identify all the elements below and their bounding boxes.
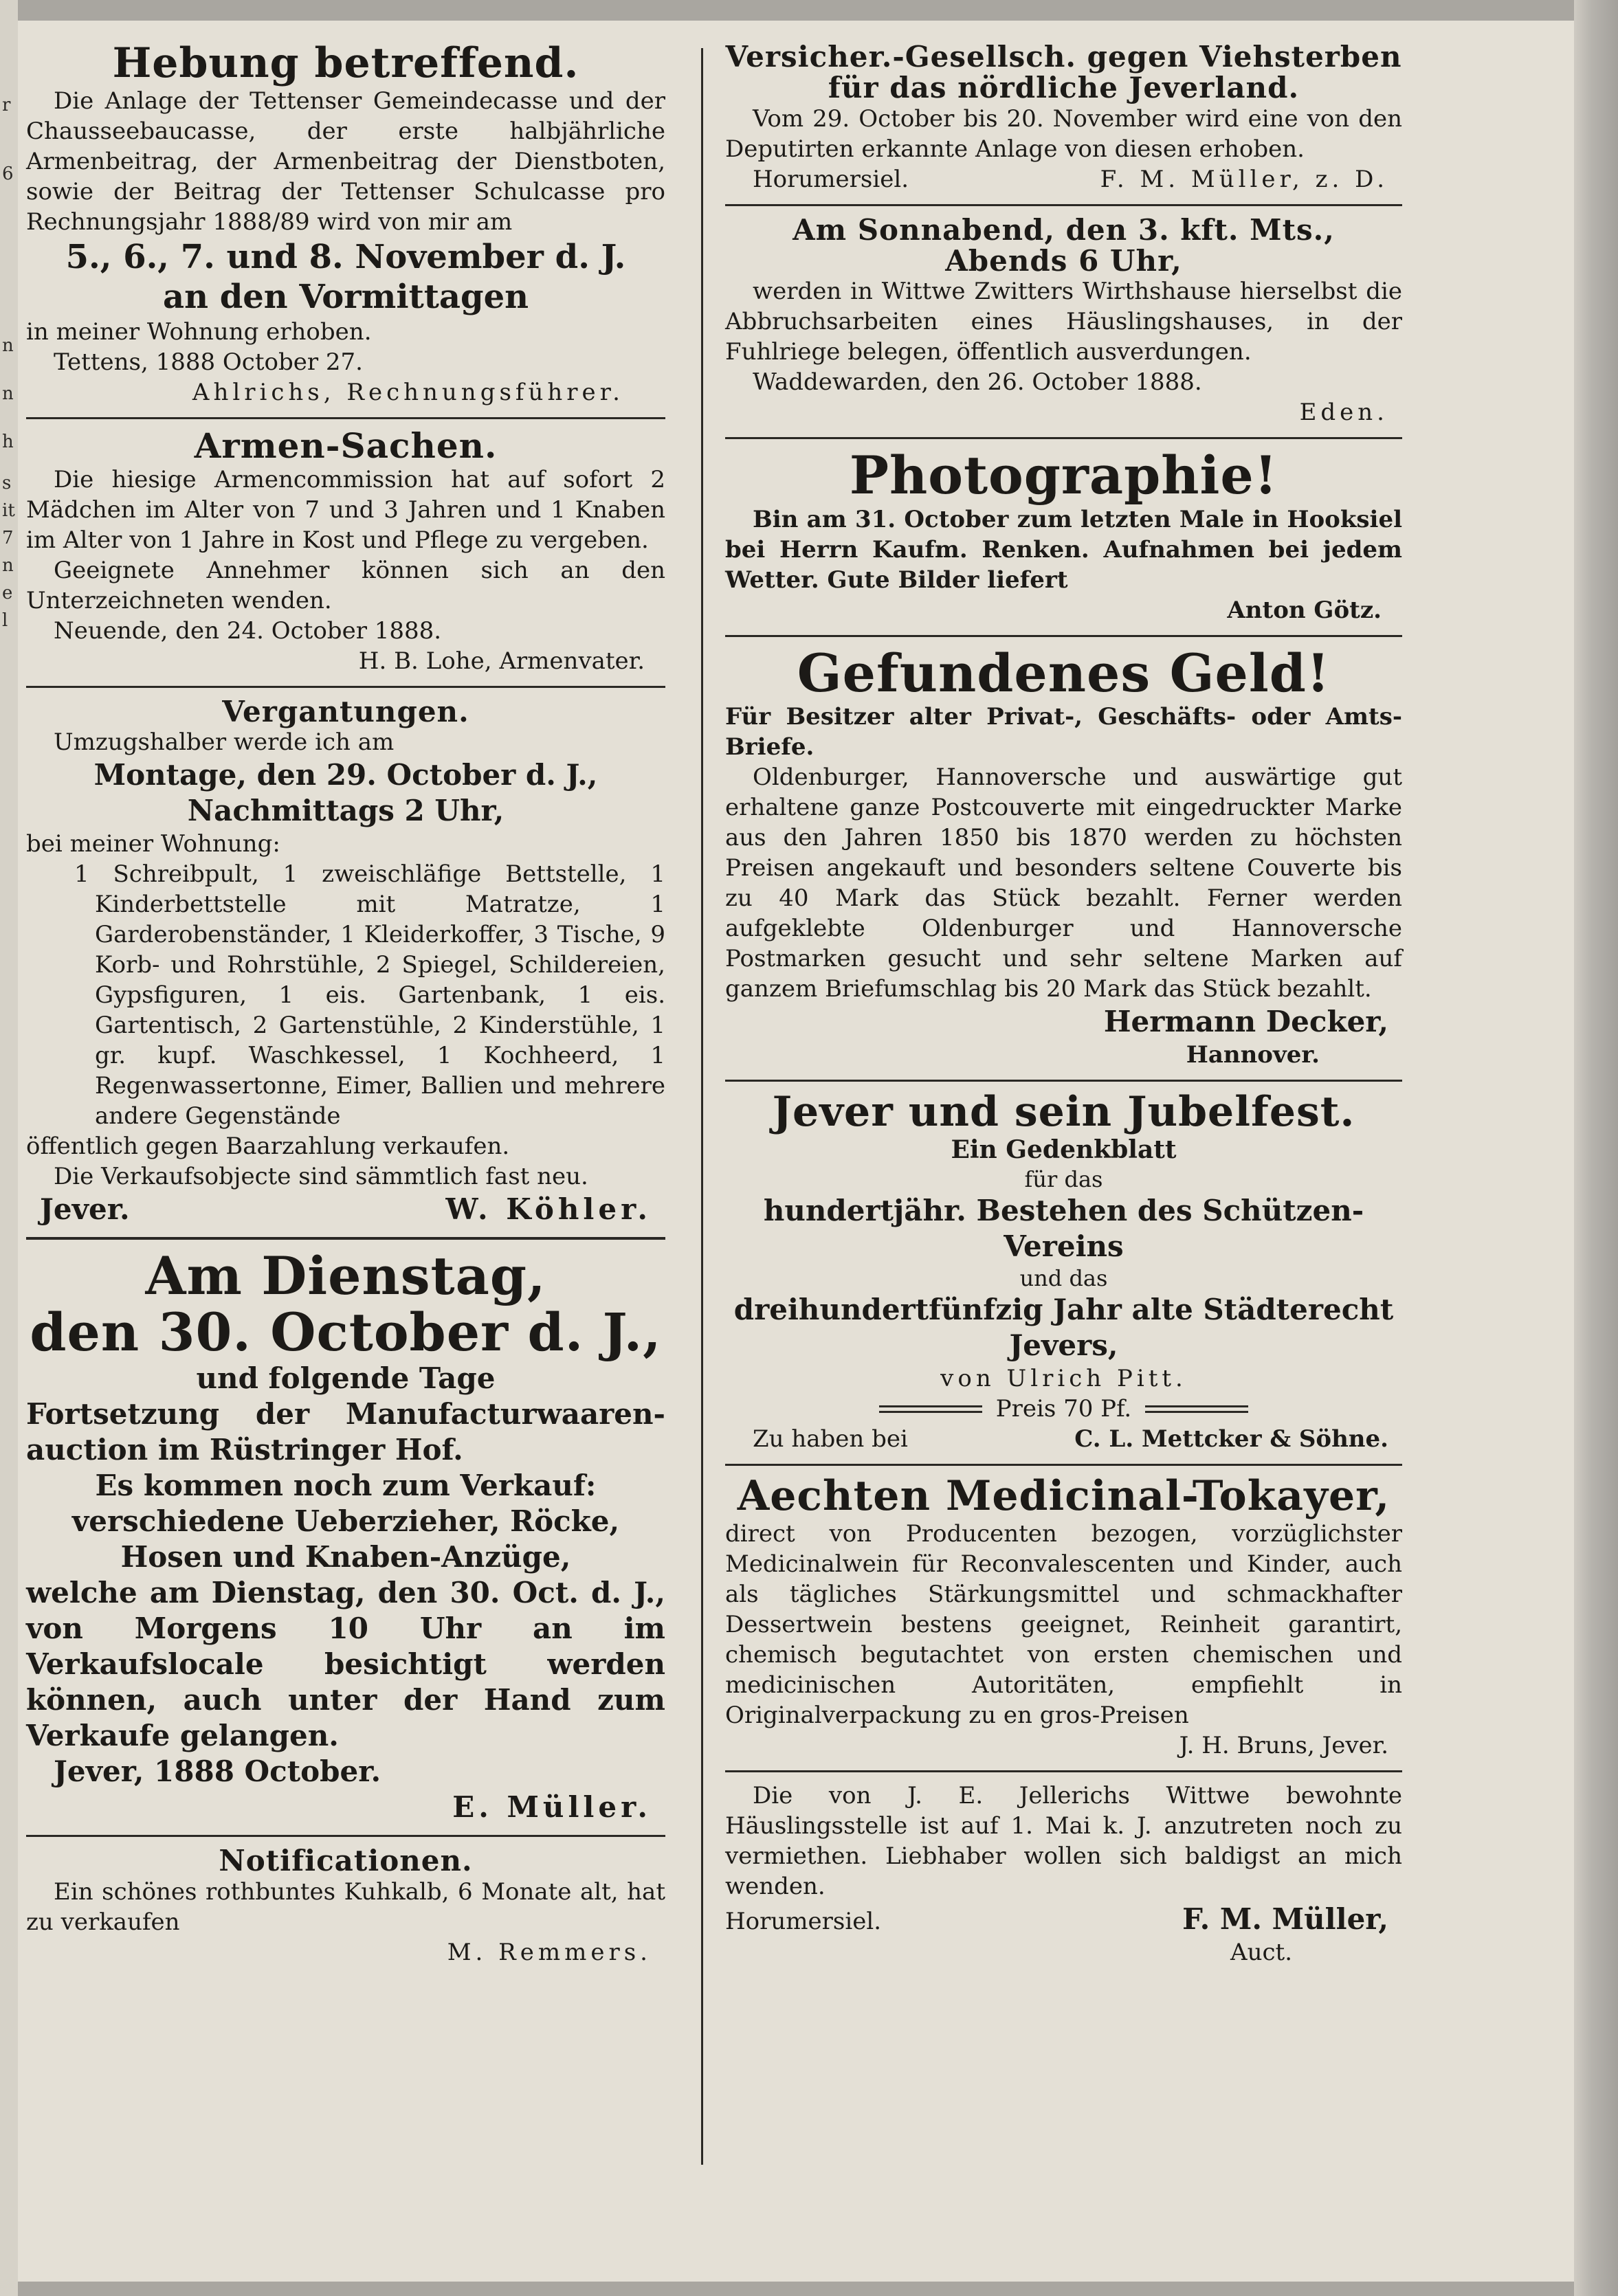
margin-letter: it [2, 500, 15, 521]
ad-title-auct: Auct. [1230, 1939, 1292, 1967]
ad-dienstag [26, 1245, 665, 1829]
ad-body: Die hiesige Armencommission hat auf sofort 2 Mädchen im Alter von 7 und 3 Jahren und 1 Knaben im Alter von 1 Jahre in Kost und Pflege zu vergeben. [26, 465, 665, 554]
ad-signature-row [725, 1902, 1402, 1937]
column-rule [701, 48, 703, 2165]
ad-signature: H. B. Lohe, Armenvater. [358, 647, 645, 675]
ad-title: Aechten Medicinal-Tokayer, [737, 1472, 1390, 1521]
ad-city: Hannover. [1186, 1040, 1320, 1069]
ad-title: Photographie! [849, 445, 1278, 506]
ad-place: bei meiner Wohnung: [26, 830, 280, 858]
ad-signature: F. M. Müller, [1182, 1902, 1388, 1937]
ad-title: Hebung betreffend. [112, 39, 579, 87]
margin-letter: h [2, 432, 14, 452]
separator [725, 204, 1402, 206]
decorative-rule [879, 1405, 982, 1413]
margin-letter: r [2, 95, 11, 115]
ad-geld [725, 642, 1402, 1074]
ad-subtitle: und folgende Tage [196, 1361, 496, 1396]
ad-signature: F. M. Müller, z. D. [1100, 165, 1388, 193]
ad-body: Ein schönes rothbuntes Kuhkalb, 6 Monate alt, hat zu verkaufen [26, 1877, 665, 1936]
ad-dateline: Waddewarden, den 26. October 1888. [753, 368, 1202, 397]
ad-signature: Ahlrichs, Rechnungsführer. [192, 378, 624, 406]
ad-body: Die von J. E. Jellerichs Wittwe bewohnte Häuslingsstelle ist auf 1. Mai k. J. anzutreten noch zu vermiethen. Liebhaber wollen sich baldigst an mich wenden. [725, 1782, 1402, 1901]
ad-body: Die Anlage der Tettenser Gemeindecasse und der Chausseebaucasse, der erste halbjährliche Armenbeitrag, der Armenbeitrag der Dienstboten, sowie der Beitrag der Tettenser Schulcasse pro Rechnungsjahr 1888/89 wird von mir am [26, 87, 665, 236]
margin-letter: e [2, 583, 13, 603]
ad-line-4: Jevers, [1009, 1328, 1118, 1363]
ad-sub-1: Ein Gedenkblatt [951, 1135, 1177, 1165]
margin-letter: 6 [2, 164, 14, 184]
ad-signature: M. Remmers. [447, 1938, 652, 1966]
ad-signature: J. H. Bruns, Jever. [1179, 1732, 1388, 1760]
ad-note: Die Verkaufsobjecte sind sämmtlich fast neu. [54, 1163, 588, 1191]
separator [26, 686, 665, 688]
separator [725, 1080, 1402, 1082]
ad-sub-2: für das [1024, 1166, 1103, 1193]
separator [725, 1464, 1402, 1466]
ad-title-1: Am Dienstag, [145, 1245, 546, 1307]
separator [26, 1237, 665, 1240]
ad-haeuslingsstelle [725, 1781, 1402, 1972]
left-column [26, 41, 665, 2268]
ad-title: Jever und sein Jubelfest. [772, 1087, 1355, 1136]
margin-letter: l [2, 610, 8, 631]
ad-body: direct von Producenten bezogen, vorzüglichster Medicinalwein für Reconvalescenten und Kinder, auch als tägliches Stärkungsmittel und schmackhafter Dessertwein bestens geeignet, Reinheit garantirt, chemisch begutachtet von ersten chemischen und medicinischen Autoritäten, empfiehlt in Originalverpackung zu en gros-Preisen [725, 1520, 1402, 1730]
ad-time: Nachmittags 2 Uhr, [187, 794, 505, 828]
ad-body: werden in Wittwe Zwitters Wirthshause hierselbst die Abbruchsarbeiten eines Häuslingshauses, in der Fuhlriege belegen, öffentlich ausverdungen. [725, 278, 1402, 366]
ad-sonnabend [725, 214, 1402, 432]
ad-notifications [26, 1845, 665, 1971]
margin-letter: n [2, 555, 14, 576]
ad-date: Montage, den 29. October d. J., [93, 758, 598, 792]
ad-dates: 5., 6., 7. und 8. November d. J. [65, 237, 626, 276]
ad-intro: Umzugshalber werde ich am [54, 728, 395, 757]
ad-title-2: den 30. October d. J., [30, 1302, 662, 1363]
ad-signature: Anton Götz. [1227, 596, 1382, 624]
margin-letter: n [2, 335, 14, 356]
ad-versicherung [725, 41, 1402, 199]
ad-body-2: Es kommen noch zum Verkauf: verschiedene Ueberzieher, Röcke, Hosen und Knaben-Anzüge, [71, 1469, 620, 1574]
ad-title: Gefundenes Geld! [797, 642, 1331, 704]
ad-body: Bin am 31. October zum letzten Male in Hooksiel bei Herrn Kaufm. Renken. Aufnahmen bei jedem Wetter. Gute Bilder liefert [725, 505, 1402, 594]
ad-body: Oldenburger, Hannoversche und auswärtige gut erhaltene ganze Postcouverte mit eingedruckter Marke aus den Jahren 1850 bis 1870 werden zu höchsten Preisen angekauft und besonders seltene Couverte bis zu 40 Mark das Stück bezahlt. Ferner werden aufgeklebte Oldenburger und Hannoversche Postmarken gesucht und sehr seltene Marken auf ganzem Briefumschlag bis 20 Mark das Stück bezahlt. [725, 763, 1402, 1003]
separator [725, 1770, 1402, 1772]
ad-signature-row [725, 164, 1402, 194]
ad-signature: E. Müller. [452, 1790, 652, 1825]
ad-vergantungen [26, 696, 665, 1231]
ad-title-2: Abends 6 Uhr, [945, 244, 1182, 278]
ad-title: Vergantungen. [222, 694, 469, 728]
ad-place: in meiner Wohnung erhoben. [26, 317, 372, 346]
margin-letter: n [2, 383, 14, 404]
ad-armen [26, 427, 665, 680]
ad-seller-row [725, 1424, 1402, 1454]
separator [26, 1835, 665, 1837]
separator [725, 635, 1402, 637]
ad-body-2: Geeignete Annehmer können sich an den Unterzeichneten wenden. [26, 556, 665, 614]
ad-time: an den Vormittagen [162, 277, 529, 316]
ad-sold: Zu haben bei [753, 1425, 908, 1453]
ad-line-1: hundertjähr. Bestehen des Schützen-Vereins [763, 1194, 1364, 1264]
ad-signature-row [26, 1192, 665, 1227]
ad-sale: öffentlich gegen Baarzahlung verkaufen. [26, 1133, 510, 1161]
ad-title-1: Am Sonnabend, den 3. kft. Mts., [793, 212, 1335, 247]
previous-page-margin [0, 0, 18, 2296]
ad-dateline: Neuende, den 24. October 1888. [54, 616, 442, 645]
ad-author: von Ulrich Pitt. [940, 1365, 1187, 1393]
ad-title: Armen-Sachen. [194, 425, 498, 466]
ad-signature: Eden. [1299, 399, 1388, 427]
ad-price: Preis 70 Pf. [995, 1395, 1132, 1423]
ad-dateline: Jever, 1888 October. [54, 1754, 381, 1789]
ad-body-1: Fortsetzung der Manufacturwaaren-auction im Rüstringer Hof. [26, 1397, 665, 1467]
page-edge-shadow [1574, 0, 1618, 2296]
ad-subtitle: Für Besitzer alter Privat-, Geschäfts- oder Amts-Briefe. [725, 702, 1402, 761]
ad-title: Notificationen. [219, 1844, 473, 1878]
ad-hebung [26, 41, 665, 412]
right-column [725, 41, 1402, 2268]
ad-place-sig: Jever. [40, 1192, 130, 1227]
ad-title: Versicher.-Gesellsch. gegen Viehsterben für das nördliche Jeverland. [725, 40, 1402, 105]
separator [725, 437, 1402, 439]
ad-line-3: dreihundertfünfzig Jahr alte Städterecht [733, 1293, 1394, 1327]
ad-items: 1 Schreibpult, 1 zweischläfige Bettstelle, 1 Kinderbettstelle mit Matratze, 1 Garderobenständer, 1 Kleiderkoffer, 3 Tische, 9 Korb- und Rohrstühle, 2 Spiegel, Schildereien, Gypsfiguren, 1 eis. Gartenbank, 1 eis. Gartentisch, 2 Gartenstühle, 2 Kinderstühle, 1 gr. kupf. Waschkessel, 1 Kochheerd, 1 Regenwassertonne, Eimer, Ballien und mehrere andere Gegenstände [74, 860, 665, 1130]
ad-seller: C. L. Mettcker & Söhne. [1074, 1425, 1388, 1453]
ad-dateline: Tettens, 1888 October 27. [54, 348, 363, 376]
margin-letter: s [2, 473, 12, 493]
ad-line-2: und das [1019, 1265, 1108, 1292]
margin-letter: 7 [2, 528, 14, 548]
ad-price-line [725, 1394, 1402, 1424]
ad-place: Horumersiel. [725, 1908, 882, 1936]
ad-signature: W. Köhler. [445, 1192, 652, 1227]
ad-body-3: welche am Dienstag, den 30. Oct. d. J., von Morgens 10 Uhr an im Verkaufslocale besichtigt werden können, auch unter der Hand zum Verkaufe gelangen. [26, 1576, 665, 1753]
ad-tokayer [725, 1474, 1402, 1765]
ad-body: Vom 29. October bis 20. November wird eine von den Deputirten erkannte Anlage von diesen erhoben. [725, 104, 1402, 163]
separator [26, 417, 665, 419]
ad-photographie [725, 447, 1402, 629]
ad-jubelfest [725, 1087, 1402, 1459]
decorative-rule [1145, 1405, 1248, 1413]
ad-signature: Hermann Decker, [1103, 1004, 1388, 1038]
ad-place: Horumersiel. [753, 165, 909, 193]
